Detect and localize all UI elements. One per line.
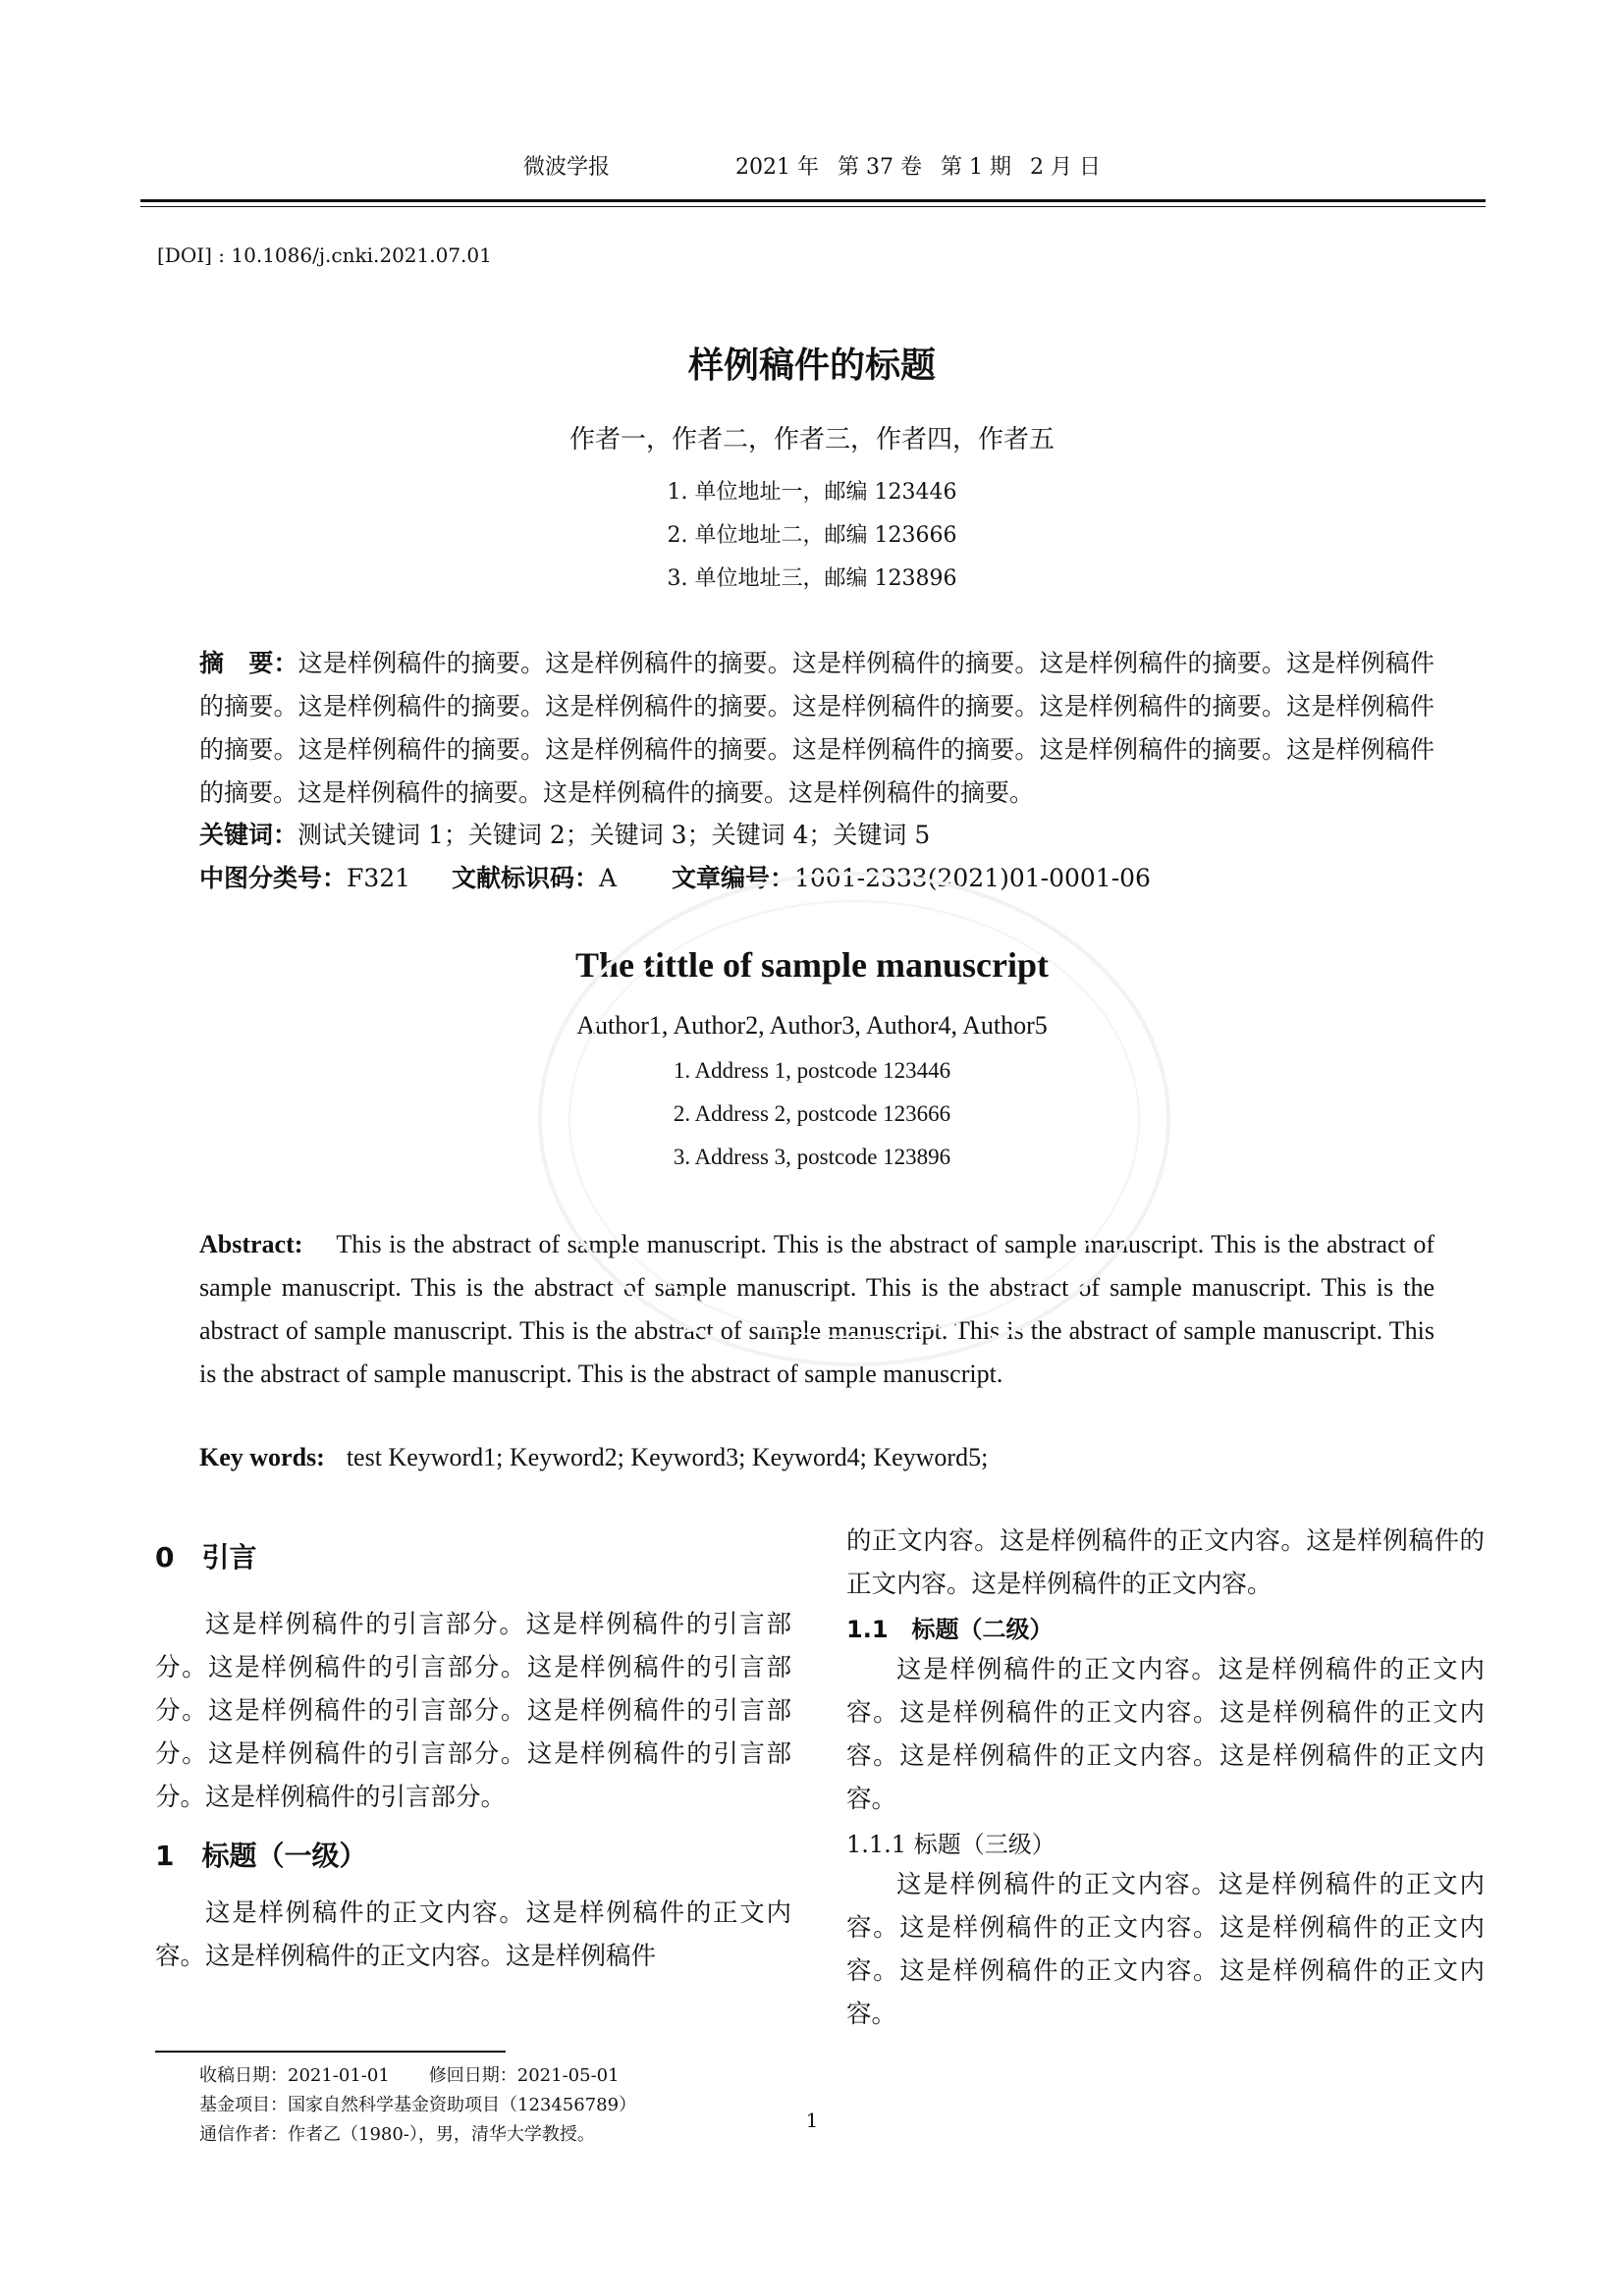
body-left-column [155, 1536, 791, 1978]
affiliation-en-3: 3. Address 3, postcode 123896 [673, 1145, 951, 1169]
doc-code-value: A [599, 864, 618, 892]
title-en: The tittle of sample manuscript [575, 945, 1049, 985]
abstract-en [199, 1223, 1435, 1396]
journal-name: 微波学报 [523, 155, 611, 180]
authors-en: Author1, Author2, Author3, Author4, Author5 [576, 1011, 1048, 1040]
fund-note: 基金项目：国家自然科学基金资助项目（123456789） [199, 2095, 637, 2115]
received-date: 收稿日期：2021-01-01 [199, 2065, 390, 2086]
affiliation-cn-3: 3. 单位地址三，邮编 123896 [667, 566, 957, 591]
footnote-rule [155, 2051, 506, 2053]
section-heading-level1: 1 标题（一级） [155, 1840, 367, 1872]
abstract-cn-label: 摘 要： [199, 649, 298, 677]
issue-year: 2021 年 [735, 155, 820, 180]
doc-code-label: 文献标识码： [452, 864, 600, 892]
level1-paragraph: 这是样例稿件的正文内容。这是样例稿件的正文内容。这是样例稿件的正文内容。这是样例稿件 [155, 1898, 791, 1971]
issue-volume: 第 37 卷 [838, 155, 922, 180]
clc-label: 中图分类号： [199, 864, 348, 892]
section-heading-introduction: 0 引言 [155, 1541, 257, 1574]
issue-number: 第 1 期 [941, 155, 1011, 180]
abstract-en-label: Abstract: [199, 1230, 303, 1258]
abstract-cn [199, 642, 1435, 815]
section-heading-level3: 1.1.1 标题（三级） [846, 1831, 1056, 1858]
article-no-label: 文章编号： [671, 864, 794, 892]
affiliation-en-1: 1. Address 1, postcode 123446 [673, 1058, 951, 1083]
classification-line [199, 857, 1435, 900]
abstract-cn-text: 这是样例稿件的摘要。这是样例稿件的摘要。这是样例稿件的摘要。这是样例稿件的摘要。这是样例稿件的摘要。这是样例稿件的摘要。这是样例稿件的摘要。这是样例稿件的摘要。这是样例稿件的摘要。这是样例稿件的摘要。这是样例稿件的摘要。这是样例稿件的摘要。这是样例稿件的摘要。这是样例稿件的摘要。这是样例稿件的摘要。这是样例稿件的摘要。这是样例稿件的摘要。这是样例稿件的摘要。 [199, 649, 1435, 807]
article-no-value: 1001-2333(2021)01-0001-06 [794, 864, 1151, 892]
running-header [0, 150, 1624, 181]
doi: [DOI] : 10.1086/j.cnki.2021.07.01 [157, 243, 492, 267]
title-cn: 样例稿件的标题 [687, 346, 936, 386]
level2-paragraph: 这是样例稿件的正文内容。这是样例稿件的正文内容。这是样例稿件的正文内容。这是样例稿件的正文内容。这是样例稿件的正文内容。这是样例稿件的正文内容。 [846, 1655, 1485, 1814]
clc-value: F321 [347, 864, 411, 892]
header-rule-thick [140, 199, 1486, 202]
body-right-column [846, 1520, 1485, 2036]
footnote-dates [199, 2061, 636, 2091]
affiliation-cn-1: 1. 单位地址一，邮编 123446 [667, 480, 957, 505]
revised-date: 修回日期：2021-05-01 [428, 2065, 620, 2086]
level3-paragraph: 这是样例稿件的正文内容。这是样例稿件的正文内容。这是样例稿件的正文内容。这是样例稿件的正文内容。这是样例稿件的正文内容。这是样例稿件的正文内容。 [846, 1870, 1485, 2029]
introduction-paragraph: 这是样例稿件的引言部分。这是样例稿件的引言部分。这是样例稿件的引言部分。这是样例稿件的引言部分。这是样例稿件的引言部分。这是样例稿件的引言部分。这是样例稿件的引言部分。这是样例稿件的引言部分。这是样例稿件的引言部分。 [155, 1610, 791, 1812]
keywords-en-text: test Keyword1; Keyword2; Keyword3; Keyword4; Keyword5; [346, 1443, 989, 1471]
header-rule-thin [140, 206, 1486, 207]
keywords-cn-text: 测试关键词 1；关键词 2；关键词 3；关键词 4；关键词 5 [298, 821, 931, 849]
authors-cn: 作者一，作者二，作者三，作者四，作者五 [568, 425, 1055, 454]
keywords-cn [199, 814, 1435, 857]
keywords-cn-label: 关键词： [199, 821, 298, 849]
keywords-en [199, 1436, 1435, 1479]
abstract-en-text: This is the abstract of sample manuscript. This is the abstract of sample manuscript. This is the abstract of sample manuscript. This is the abstract of sample manuscript. This is the abstract of sample manuscript. This is the abstract of sample manuscript. This is the abstract of sample manuscript. This is the abstract of sample manuscript. This is the abstract of sample manuscript. This is the abstract of sample manuscript. [199, 1230, 1435, 1388]
affiliation-en-2: 2. Address 2, postcode 123666 [673, 1101, 951, 1126]
keywords-en-label: Key words: [199, 1443, 325, 1471]
affiliation-cn-2: 2. 单位地址二，邮编 123666 [667, 523, 957, 548]
corresponding-author-note: 通信作者：作者乙（1980-），男，清华大学教授。 [199, 2124, 595, 2145]
continued-paragraph: 的正文内容。这是样例稿件的正文内容。这是样例稿件的正文内容。这是样例稿件的正文内容。 [846, 1526, 1485, 1599]
issue-date: 2 月 日 [1029, 155, 1101, 180]
page-number: 1 [805, 2109, 819, 2132]
footnotes [199, 2061, 636, 2150]
section-heading-level2: 1.1 标题（二级） [846, 1616, 1054, 1643]
